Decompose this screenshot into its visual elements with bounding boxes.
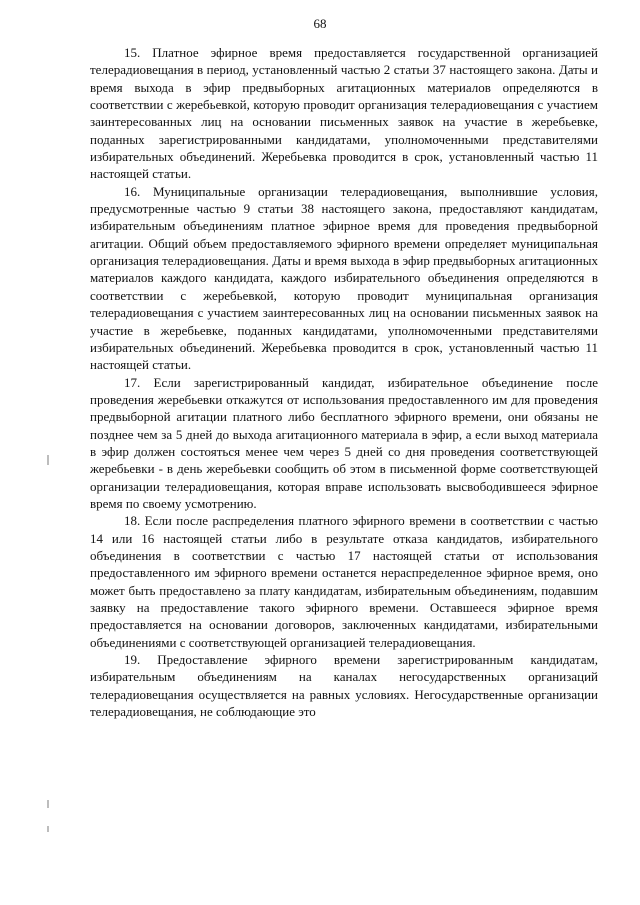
paragraph-18: 18. Если после распределения платного эфирного времени в соответствии с частью 14 или 16 настоящей статьи либо в результате отказа кандидатов, избирательного объединения в соответствии с частью 17 настоящей статьи от использования предоставленного им эфирного времени останется нераспределенное эфирное время, оно может быть предоставлено за плату кандидатам, избирательным объединениям, подавшим заявку на предоставление такого эфирного времени. Оставшееся эфирное время предоставляется на основании договоров, заключенных кандидатами, избирательными объединениями с соответствующей организацией телерадиовещания. xyxy=(90,513,598,650)
scan-artifact-mark xyxy=(47,800,49,808)
paragraph-15: 15. Платное эфирное время предоставляется государственной организацией телерадиовещания в период, установленный частью 2 статьи 37 настоящего закона. Даты и время выхода в эфир предвыборных агитационных материалов определяются в соответствии с жеребьевкой, которую проводит организация телерадиовещания с участием заинтересованных лиц на основании письменных заявок на участие в жеребьевке, поданных зарегистрированными кандидатами, уполномоченными представителями избирательных объединений. Жеребьевка проводится в срок, установленный частью 11 настоящей статьи. xyxy=(90,45,598,182)
scan-artifact-mark xyxy=(47,455,49,465)
paragraph-16: 16. Муниципальные организации телерадиовещания, выполнившие условия, предусмотренные частью 9 статьи 38 настоящего закона, предоставляют кандидатам, избирательным объединениям платное эфирное время для проведения предвыборной агитации. Общий объем предоставляемого эфирного времени определяет муниципальная организация телерадиовещания. Даты и время выхода в эфир предвыборных агитационных материалов каждого кандидата, каждого избирательного объединения определяются в соответствии с жеребьевкой, которую проводит муниципальная организация телерадиовещания с участием заинтересованных лиц на основании письменных заявок на участие в жеребьевке, поданных кандидатами, уполномоченными представителями избирательных объединений. Жеребьевка проводится в срок, установленный частью 11 настоящей статьи. xyxy=(90,183,598,373)
page-number: 68 xyxy=(313,16,327,31)
paragraph-17: 17. Если зарегистрированный кандидат, избирательное объединение после проведения жеребьевки откажутся от использования предоставленного им для проведения предвыборной агитации платного либо бесплатного эфирного времени, они обязаны не позднее чем за 5 дней до выхода агитационного материала в эфир, а если выход материала в эфир должен состояться менее чем через 5 дней со дня проведения соответствующей жеребьевки - в день жеребьевки сообщить об этом в письменной форме соответствующей организации телерадиовещания, которая вправе использовать высвободившееся эфирное время по своему усмотрению. xyxy=(90,374,598,511)
document-body xyxy=(90,44,598,720)
scan-artifact-mark xyxy=(47,826,49,832)
paragraph-19: 19. Предоставление эфирного времени зарегистрированным кандидатам, избирательным объединениям на каналах негосударственных организаций телерадиовещания осуществляется на равных условиях. Негосударственные организации телерадиовещания, не соблюдающие это xyxy=(90,652,598,720)
